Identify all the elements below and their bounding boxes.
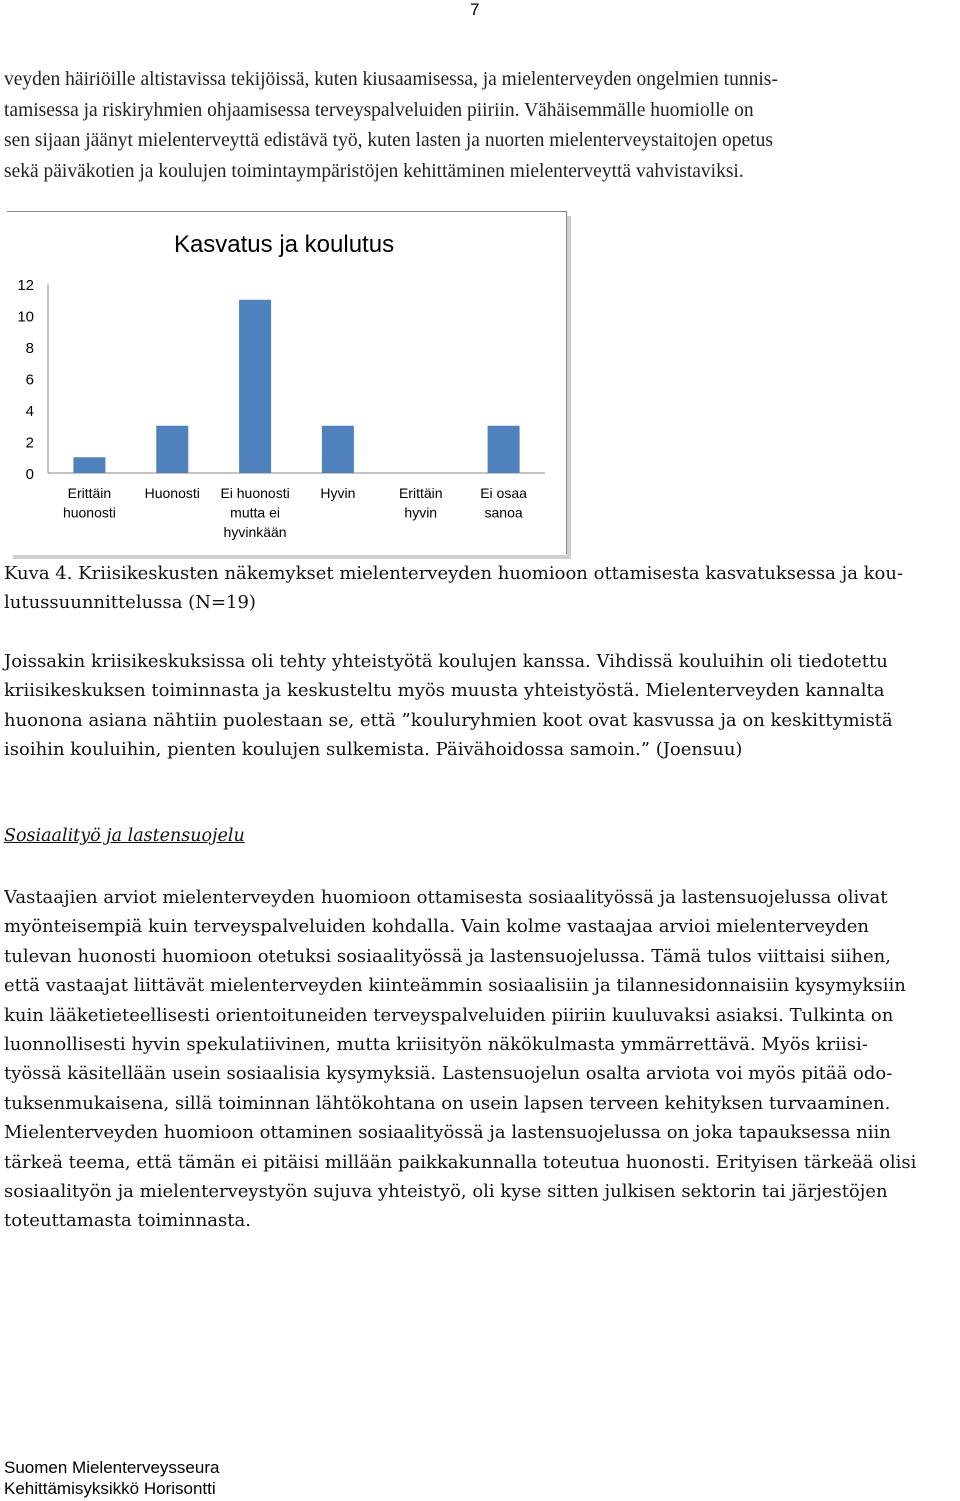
y-tick-label: 4 [25,403,34,420]
caption-line: lutussuunnittelussa (N=19) [4,592,256,614]
text-line: sosiaalityön ja mielenterveystyön sujuva yhteistyö, oli kyse sitten julkisen sektorin tai järjestöjen [4,1181,888,1203]
y-tick-label: 6 [25,371,34,389]
x-tick-label: Hyvin [320,485,356,501]
text-line: luonnollisesti hyvin spekulatiivinen, mutta kriisityön näkökulmasta ymmärrettävä. Myös kriisi- [4,1034,868,1056]
footer [4,1457,219,1499]
chart-title: Kasvatus ja koulutus [173,231,395,258]
section-paragraph [4,883,956,1236]
y-tick-label: 8 [25,340,34,357]
footer-organization: Suomen Mielenterveysseura [4,1458,220,1477]
y-tick-label: 2 [25,434,34,452]
footer-unit: Kehittämisyksikkö Horisontti [4,1479,216,1498]
bar [156,426,188,473]
text-line: kuin lääketieteellisesti orientoituneiden terveyspalveluiden piiriin kuuluvaksi asiaksi. Tulkinta on [4,1004,894,1026]
bar [488,426,520,473]
quote-paragraph [4,647,956,765]
text-line: että vastaajat liittävät mielenterveyden kiinteämmin sosiaalisiin ja tilannesidonnaisiin kysymyksiin [4,975,906,997]
y-tick-label: 12 [17,277,34,294]
text-line: tamisessa ja riskiryhmien ohjaamisessa terveyspalveluiden piiriin. Vähäisemmälle huomiolle on [4,99,754,121]
y-tick-label: 0 [25,466,34,483]
bar [322,426,354,473]
text-line: tärkeä teema, että tämän ei pitäisi millään paikkakunnalla toteutua huonosti. Erityisen tärkeää olisi [4,1151,917,1173]
figure-caption [4,559,956,618]
x-tick-label: Erittäin huonosti [62,485,116,521]
text-line: sen sijaan jäänyt mielenterveyttä edistävä työ, kuten lasten ja nuorten mielenterveystaitojen opetus [4,130,773,152]
page-number: 7 [470,0,480,19]
text-line: toteuttamasta toiminnasta. [4,1210,251,1232]
intro-paragraph [4,65,956,187]
text-line: kriisikeskuksen toiminnasta ja keskusteltu myös muusta yhteistyöstä. Mielenterveyden kannalta [4,680,885,702]
y-axis-ticks [17,277,34,483]
text-line: työssä käsitellään usein sosiaalisia kysymyksiä. Lastensuojelun osalta arviota voi myös pitää odo- [4,1063,893,1085]
caption-line: Kuva 4. Kriisikeskusten näkemykset mielenterveyden huomioon ottamisesta kasvatuksessa ja kou- [4,563,904,584]
section-heading: Sosiaalityö ja lastensuojelu [4,826,245,846]
x-tick-label: Ei osaa sanoa [480,485,527,521]
text-line: tuksenmukaisena, sillä toiminnan lähtökohtana on usein lapsen terveen kehityksen turvaaminen. [4,1092,891,1114]
x-tick-label: Ei huonosti mutta ei hyvinkään [220,485,290,540]
text-line: veyden häiriöille altistavissa tekijöissä, kuten kiusaamisessa, ja mielenterveyden ongelmien tunnis- [4,69,778,90]
text-line: Vastaajien arviot mielenterveyden huomioon ottamisesta sosiaalityössä ja lastensuojelussa olivat [4,887,888,908]
text-line: Mielenterveyden huomioon ottaminen sosiaalityössä ja lastensuojelussa on joka tapauksessa niin [4,1122,891,1144]
text-line: huonona asiana nähtiin puolestaan se, että ”kouluryhmien koot ovat kasvussa ja on keskittymistä [4,709,893,731]
bar [239,300,271,473]
x-tick-label: Erittäin hyvin [398,485,443,521]
bar-chart [0,211,570,556]
text-line: sekä päiväkotien ja koulujen toimintaympäristöjen kehittäminen mielenterveyttä vahvistaviksi. [4,160,744,182]
text-line: myönteisempiä kuin terveyspalveluiden kohdalla. Vain kolme vastaajaa arvioi mielenterveyden [4,916,869,938]
bar [73,457,105,473]
y-tick-label: 10 [17,308,34,326]
bars [73,300,519,473]
text-line: Joissakin kriisikeskuksissa oli tehty yhteistyötä koulujen kanssa. Vihdissä kouluihin oli tiedotettu [4,651,888,672]
text-line: tulevan huonosti huomioon otetuksi sosiaalityössä ja lastensuojelussa. Tämä tulos viittaisi siihen, [4,945,891,967]
x-tick-label: Huonosti [144,485,200,501]
text-line: isoihin kouluihin, pienten koulujen sulkemista. Päivähoidossa samoin.” (Joensuu) [4,739,743,761]
x-axis-labels [63,485,527,540]
